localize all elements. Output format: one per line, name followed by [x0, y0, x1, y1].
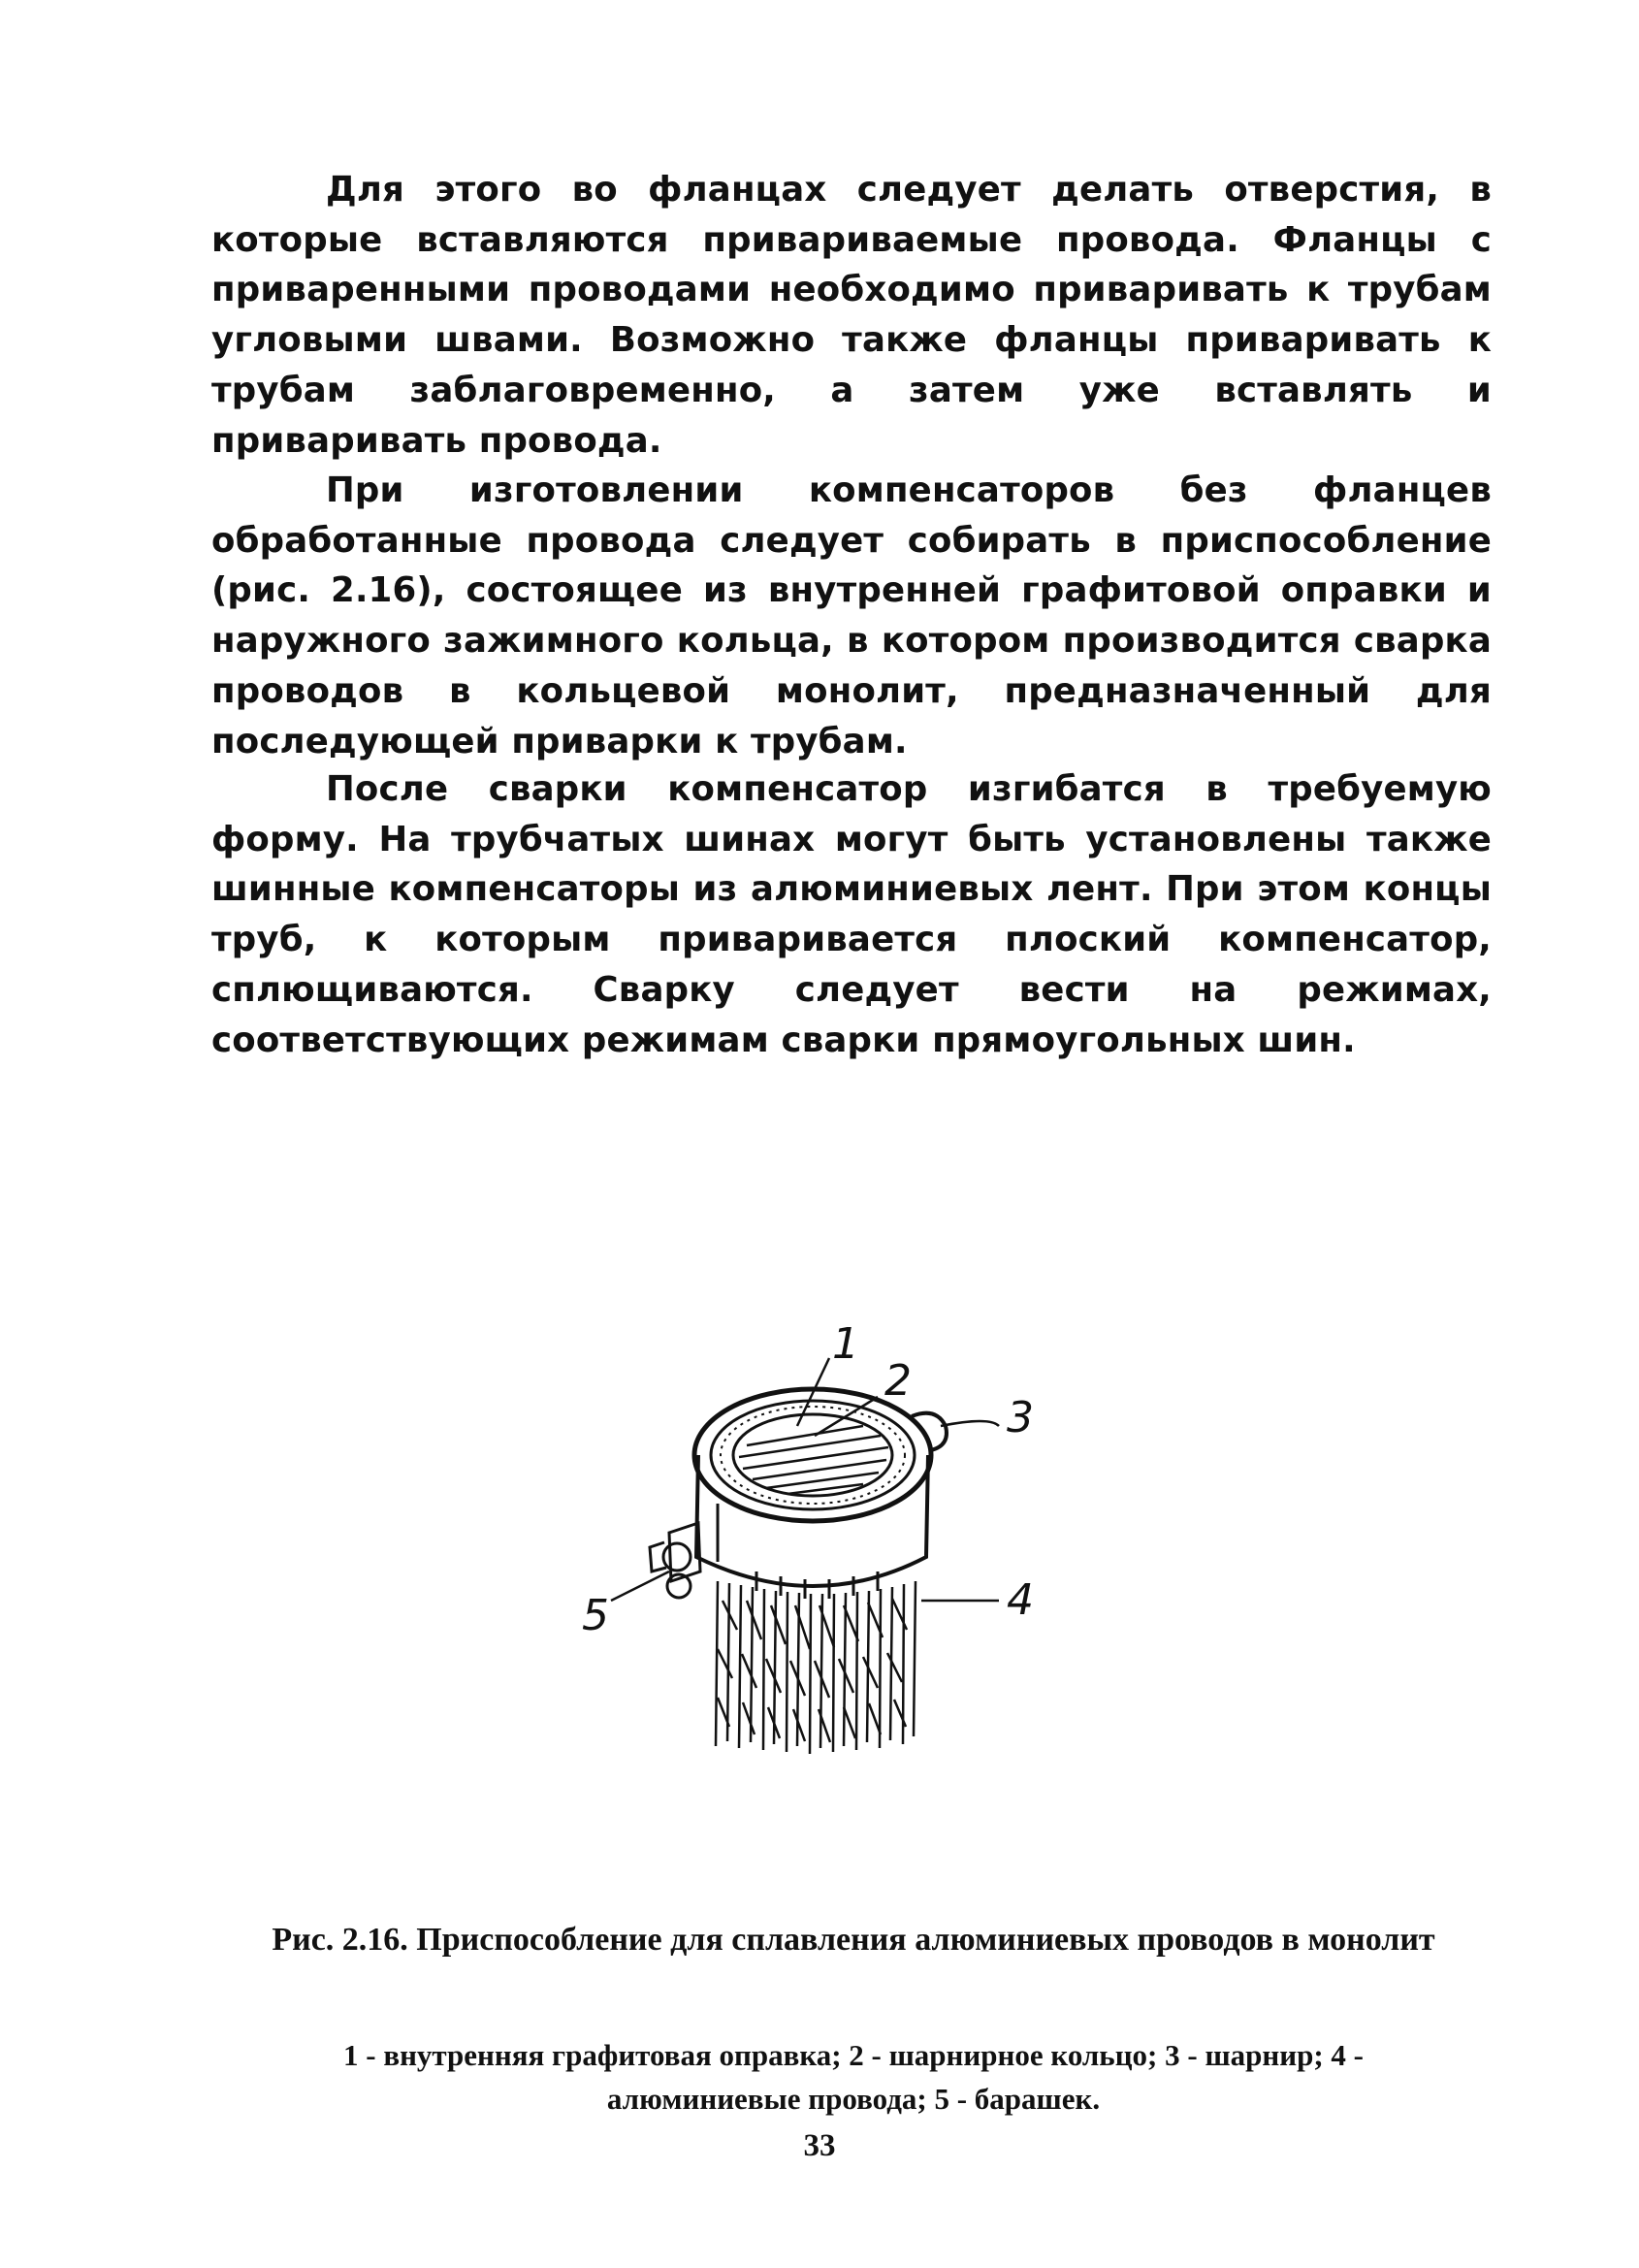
figure-label-1: 1: [832, 1319, 859, 1369]
page-number: 33: [803, 2128, 836, 2163]
graphite-mandrel: [739, 1426, 888, 1494]
figure-label-2: 2: [884, 1356, 912, 1406]
paragraph-text: При изготовлении компенсаторов без фланцев обработанные провода следует собирать в приспособление (рис. 2.16), состоящее из внутренней графитовой оправки и наружного зажимного кольца, в котором производится сварка проводов в кольцевой монолит, предназначенный для последующей приварки к трубам.: [211, 470, 1492, 761]
aluminium-wires: [716, 1581, 916, 1754]
figure-label-4: 4: [1007, 1575, 1034, 1625]
wing-nut: [650, 1523, 700, 1598]
figure-welding-fixture: [572, 1280, 1115, 1766]
figure-label-3: 3: [1007, 1393, 1034, 1442]
body-paragraph-2: [211, 466, 1492, 766]
figure-label-5: 5: [582, 1591, 609, 1640]
paragraph-text: Для этого во фланцах следует делать отверстия, в которые вставляются привариваемые провода. Фланцы с приваренными проводами необходимо приваривать к трубам угловыми швами. Возможно также фланцы приваривать к трубам заблаговременно, а затем уже вставлять и приваривать провода.: [211, 170, 1492, 461]
figure-legend: 1 - внутренняя графитовая оправка; 2 - шарнирное кольцо; 3 - шарнир; 4 - алюминиевые провода; 5 - барашек.: [343, 2038, 1364, 2116]
figure-caption: Рис. 2.16. Приспособление для сплавления алюминиевых проводов в монолит: [272, 1922, 1435, 1958]
paragraph-text: После сварки компенсатор изгибатся в требуемую форму. На трубчатых шинах могут быть установлены также шинные компенсаторы из алюминиевых лент. При этом концы труб, к которым приваривается плоский компенсатор, сплющиваются. Сварку следует вести на режимах, соответствующих режимам сварки прямоугольных шин.: [211, 769, 1492, 1060]
body-paragraph-1: [211, 165, 1492, 466]
body-paragraph-3: [211, 764, 1492, 1065]
